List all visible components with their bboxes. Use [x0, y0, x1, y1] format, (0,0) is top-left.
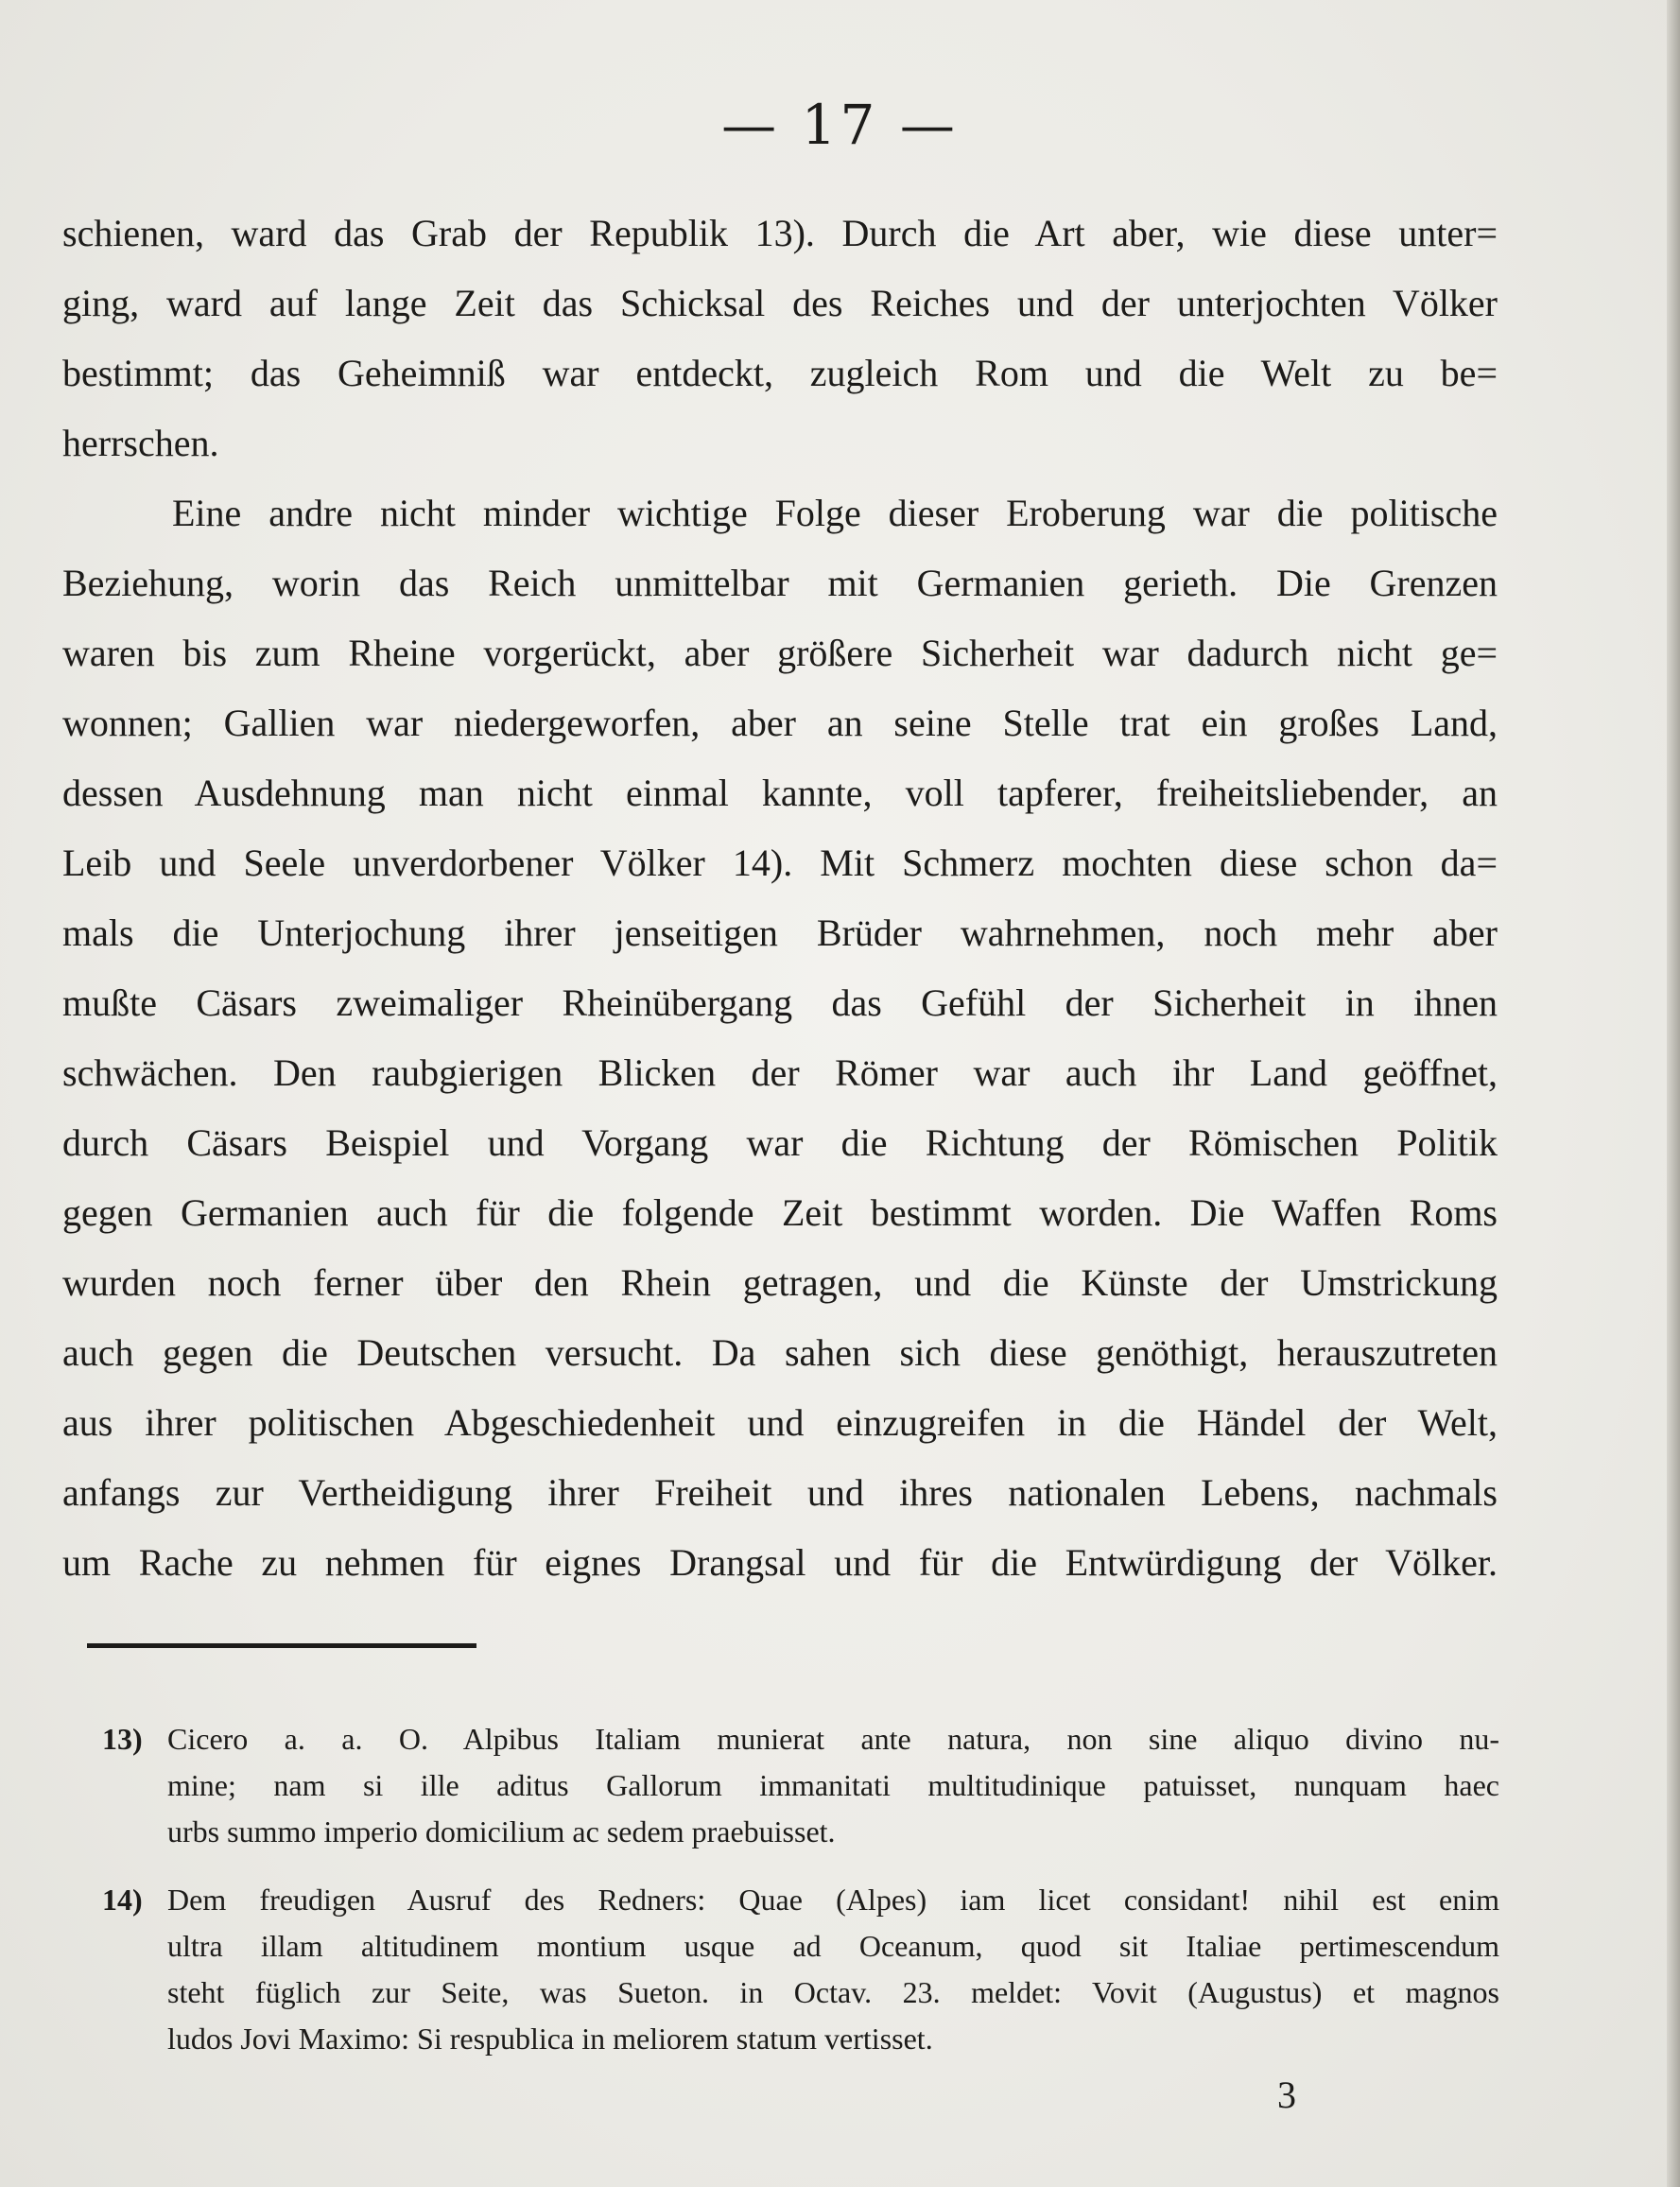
main-text [62, 199, 1498, 1598]
footnote-number: 13) [102, 1722, 143, 1756]
text-line: um Rache zu nehmen für eignes Drangsal und für die Entwürdigung der Völker. [62, 1541, 1498, 1584]
signature-mark: 3 [1277, 2074, 1296, 2116]
text-line: Leib und Seele unverdorbener Völker 14). Mit Schmerz mochten diese schon da= [62, 842, 1498, 884]
footnote-14 [102, 1877, 1499, 2062]
footnote-number: 14) [102, 1883, 143, 1917]
footnote-line: Cicero a. a. O. Alpibus Italiam munierat ante natura, non sine aliquo divino nu- [167, 1722, 1499, 1756]
footnotes [102, 1716, 1499, 2084]
text-line: waren bis zum Rheine vorgerückt, aber größere Sicherheit war dadurch nicht ge= [62, 632, 1498, 674]
text-line: ging, ward auf lange Zeit das Schicksal des Reiches und der unterjochten Völker [62, 282, 1498, 324]
text-line: Eine andre nicht minder wichtige Folge dieser Eroberung war die politische [172, 492, 1498, 534]
footnote-13 [102, 1716, 1499, 1855]
text-line: schwächen. Den raubgierigen Blicken der Römer war auch ihr Land geöffnet, [62, 1051, 1498, 1094]
text-line: wurden noch ferner über den Rhein getragen, und die Künste der Umstrickung [62, 1261, 1498, 1304]
text-line: bestimmt; das Geheimniß war entdeckt, zugleich Rom und die Welt zu be= [62, 352, 1498, 394]
page-edge-shadow [1667, 0, 1680, 2187]
text-line: dessen Ausdehnung man nicht einmal kannte, voll tapferer, freiheitsliebender, an [62, 772, 1498, 814]
text-line: mußte Cäsars zweimaliger Rheinübergang das Gefühl der Sicherheit in ihnen [62, 981, 1498, 1024]
text-line: mals die Unterjochung ihrer jenseitigen Brüder wahrnehmen, noch mehr aber [62, 911, 1498, 954]
text-line: Beziehung, worin das Reich unmittelbar mit Germanien gerieth. Die Grenzen [62, 562, 1498, 604]
footnote-line: Dem freudigen Ausruf des Redners: Quae (Alpes) iam licet considant! nihil est enim [167, 1883, 1499, 1917]
footnote-line: urbs summo imperio domicilium ac sedem praebuisset. [167, 1814, 836, 1849]
text-line: anfangs zur Vertheidigung ihrer Freiheit und ihres nationalen Lebens, nachmals [62, 1471, 1498, 1514]
text-line: schienen, ward das Grab der Republik 13). Durch die Art aber, wie diese unter= [62, 212, 1498, 254]
text-line: auch gegen die Deutschen versucht. Da sahen sich diese genöthigt, herauszutreten [62, 1331, 1498, 1374]
text-line: durch Cäsars Beispiel und Vorgang war die Richtung der Römischen Politik [62, 1121, 1498, 1164]
text-line: herrschen. [62, 422, 219, 464]
footnote-line: ultra illam altitudinem montium usque ad Oceanum, quod sit Italiae pertimescendum [167, 1929, 1499, 1963]
text-line: aus ihrer politischen Abgeschiedenheit und einzugreifen in die Händel der Welt, [62, 1401, 1498, 1444]
footnote-separator [87, 1643, 476, 1648]
footnote-line: ludos Jovi Maximo: Si respublica in meliorem statum vertisset. [167, 2022, 933, 2056]
page-number-header: — 17 — [721, 93, 959, 157]
footnote-line: mine; nam si ille aditus Gallorum immanitati multitudinique patuisset, nunquam haec [167, 1768, 1499, 1802]
text-line: wonnen; Gallien war niedergeworfen, aber an seine Stelle trat ein großes Land, [62, 702, 1498, 744]
text-line: gegen Germanien auch für die folgende Zeit bestimmt worden. Die Waffen Roms [62, 1191, 1498, 1234]
footnote-line: steht füglich zur Seite, was Sueton. in Octav. 23. meldet: Vovit (Augustus) et magnos [167, 1975, 1499, 2009]
